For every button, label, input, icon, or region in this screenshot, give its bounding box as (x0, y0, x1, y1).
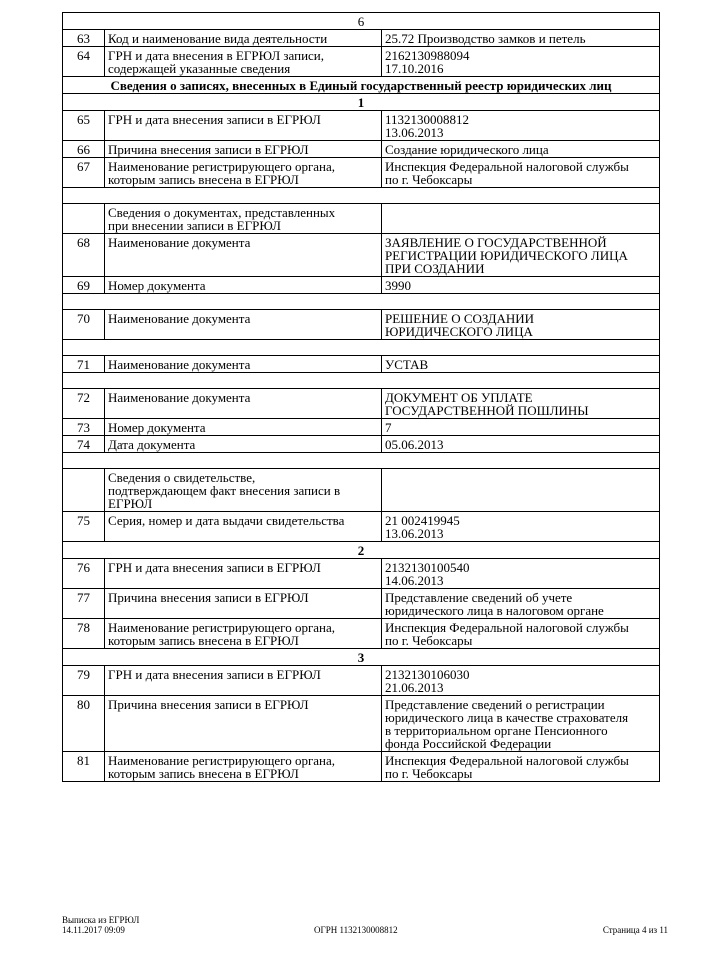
field-value-cell (382, 619, 660, 649)
field-value-line: ПРИ СОЗДАНИИ (385, 261, 485, 276)
row-number: 65 (63, 111, 105, 141)
footer-left (62, 915, 139, 935)
field-value-cell (382, 111, 660, 141)
field-name-cell (105, 141, 382, 158)
field-name-line: подтверждающем факт внесения записи в (108, 483, 341, 498)
row-number: 80 (63, 696, 105, 752)
field-name-cell (105, 559, 382, 589)
row-number: 70 (63, 310, 105, 340)
row-number: 63 (63, 30, 105, 47)
field-value-line: по г. Чебоксары (385, 172, 473, 187)
row-number: 71 (63, 356, 105, 373)
row-number: 69 (63, 277, 105, 294)
field-name-line: Код и наименование вида деятельности (108, 31, 328, 46)
field-name-cell (105, 589, 382, 619)
table-row (63, 469, 660, 512)
table-row (63, 589, 660, 619)
field-value-line: 25.72 Производство замков и петель (385, 31, 586, 46)
table-row (63, 696, 660, 752)
field-name-cell (105, 619, 382, 649)
field-value-line: 05.06.2013 (385, 437, 444, 452)
egrul-table (62, 12, 660, 782)
field-value-cell (382, 666, 660, 696)
row-number: 68 (63, 234, 105, 277)
row-number: 77 (63, 589, 105, 619)
field-name-cell (105, 752, 382, 782)
spacer-row (63, 340, 660, 356)
field-value-cell (382, 589, 660, 619)
row-number: 79 (63, 666, 105, 696)
field-name-line: Дата документа (108, 437, 196, 452)
field-value-cell (382, 277, 660, 294)
field-name-cell (105, 158, 382, 188)
egrul-extract-page (62, 12, 659, 782)
field-value-cell (382, 389, 660, 419)
field-value-cell (382, 559, 660, 589)
field-name-cell (105, 469, 382, 512)
field-value-line: юридического лица в налоговом органе (385, 603, 604, 618)
table-row (63, 419, 660, 436)
field-value-cell (382, 234, 660, 277)
field-name-line: ГРН и дата внесения записи в ЕГРЮЛ (108, 667, 321, 682)
field-value-cell (382, 436, 660, 453)
field-name-cell (105, 419, 382, 436)
spacer-row (63, 373, 660, 389)
row-number: 78 (63, 619, 105, 649)
field-value-line: Представление сведений об учете (385, 590, 573, 605)
table-row (63, 559, 660, 589)
field-value-line: 21.06.2013 (385, 680, 444, 695)
table-row (63, 512, 660, 542)
table-row (63, 619, 660, 649)
field-name-line: Номер документа (108, 278, 206, 293)
footer-timestamp: 14.11.2017 09:09 (62, 925, 125, 935)
footer-ogrn: ОГРН 1132130008812 (314, 925, 398, 935)
field-name-cell (105, 310, 382, 340)
table-row (63, 30, 660, 47)
field-name-cell (105, 666, 382, 696)
field-value-line: 2132130106030 (385, 667, 470, 682)
group-number: 2 (63, 542, 660, 559)
row-number: 76 (63, 559, 105, 589)
field-name-cell (105, 277, 382, 294)
field-name-line: которым запись внесена в ЕГРЮЛ (108, 172, 299, 187)
field-name-line: Наименование документа (108, 311, 251, 326)
field-value-cell (382, 356, 660, 373)
group-number: 3 (63, 649, 660, 666)
table-row (63, 310, 660, 340)
field-value-line: по г. Чебоксары (385, 633, 473, 648)
page-footer (62, 915, 668, 945)
field-value-cell (382, 512, 660, 542)
field-value-cell (382, 30, 660, 47)
field-value-cell (382, 696, 660, 752)
table-row (63, 141, 660, 158)
field-name-cell (105, 696, 382, 752)
field-name-line: Сведения о документах, представленных (108, 205, 336, 220)
spacer-row (63, 453, 660, 469)
table-row (63, 389, 660, 419)
field-name-cell (105, 512, 382, 542)
table-row (63, 111, 660, 141)
page-top-row (63, 13, 660, 30)
field-value-line: ГОСУДАРСТВЕННОЙ ПОШЛИНЫ (385, 403, 589, 418)
field-value-line: 2162130988094 (385, 48, 470, 63)
field-name-line: ГРН и дата внесения записи в ЕГРЮЛ (108, 560, 321, 575)
table-row (63, 356, 660, 373)
field-name-line: Наименование регистрирующего органа, (108, 159, 336, 174)
field-value-cell (382, 204, 660, 234)
field-name-line: Наименование регистрирующего органа, (108, 753, 336, 768)
field-value-line: 3990 (385, 278, 411, 293)
field-name-cell (105, 234, 382, 277)
spacer-row (63, 188, 660, 204)
spacer-row (63, 294, 660, 310)
field-value-line: ЗАЯВЛЕНИЕ О ГОСУДАРСТВЕННОЙ (385, 235, 607, 250)
field-value-cell (382, 752, 660, 782)
field-name-cell (105, 47, 382, 77)
field-name-line: Причина внесения записи в ЕГРЮЛ (108, 697, 309, 712)
group-number-row (63, 649, 660, 666)
table-row (63, 752, 660, 782)
field-name-line: Серия, номер и дата выдачи свидетельства (108, 513, 345, 528)
field-value-line: ЮРИДИЧЕСКОГО ЛИЦА (385, 324, 533, 339)
field-name-cell (105, 30, 382, 47)
field-value-cell (382, 141, 660, 158)
footer-page-counter: Страница 4 из 11 (602, 925, 668, 935)
egrul-table-body (63, 13, 660, 782)
field-value-cell (382, 158, 660, 188)
field-name-line: Причина внесения записи в ЕГРЮЛ (108, 590, 309, 605)
row-number (63, 204, 105, 234)
section-header-row (63, 77, 660, 94)
field-value-line: 1132130008812 (385, 112, 470, 127)
row-number (63, 469, 105, 512)
field-value-line: ДОКУМЕНТ ОБ УПЛАТЕ (385, 390, 533, 405)
field-name-line: Причина внесения записи в ЕГРЮЛ (108, 142, 309, 157)
field-value-line: 17.10.2016 (385, 61, 444, 76)
row-number: 64 (63, 47, 105, 77)
field-name-line: Наименование документа (108, 235, 251, 250)
field-value-cell (382, 469, 660, 512)
spacer-cell (63, 294, 660, 310)
row-number: 72 (63, 389, 105, 419)
field-name-line: содержащей указанные сведения (108, 61, 291, 76)
field-value-line: Инспекция Федеральной налоговой службы (385, 753, 629, 768)
field-value-line: 13.06.2013 (385, 526, 444, 541)
table-row (63, 158, 660, 188)
field-name-line: которым запись внесена в ЕГРЮЛ (108, 766, 299, 781)
field-name-line: ГРН и дата внесения записи в ЕГРЮЛ (108, 112, 321, 127)
field-value-line: 14.06.2013 (385, 573, 444, 588)
field-value-line: РЕШЕНИЕ О СОЗДАНИИ (385, 311, 535, 326)
field-value-cell (382, 419, 660, 436)
page-top-number: 6 (63, 13, 660, 30)
field-name-line: при внесении записи в ЕГРЮЛ (108, 218, 281, 233)
field-value-line: Создание юридического лица (385, 142, 549, 157)
spacer-cell (63, 373, 660, 389)
table-row (63, 436, 660, 453)
field-value-line: в территориальном органе Пенсионного (385, 723, 608, 738)
group-number: 1 (63, 94, 660, 111)
field-name-line: Сведения о свидетельстве, (108, 470, 256, 485)
group-number-row (63, 542, 660, 559)
table-row (63, 47, 660, 77)
section-title: Сведения о записях, внесенных в Единый государственный реестр юридических лиц (63, 77, 660, 94)
field-value-line: УСТАВ (385, 357, 429, 372)
row-number: 67 (63, 158, 105, 188)
field-value-line: Инспекция Федеральной налоговой службы (385, 620, 629, 635)
table-row (63, 277, 660, 294)
field-name-line: Наименование документа (108, 357, 251, 372)
field-value-line: по г. Чебоксары (385, 766, 473, 781)
field-value-line: фонда Российской Федерации (385, 736, 552, 751)
field-value-line: Инспекция Федеральной налоговой службы (385, 159, 629, 174)
footer-doc-title: Выписка из ЕГРЮЛ (62, 915, 140, 925)
row-number: 74 (63, 436, 105, 453)
row-number: 81 (63, 752, 105, 782)
table-row (63, 666, 660, 696)
field-name-line: которым запись внесена в ЕГРЮЛ (108, 633, 299, 648)
field-value-line: РЕГИСТРАЦИИ ЮРИДИЧЕСКОГО ЛИЦА (385, 248, 628, 263)
field-value-line: 13.06.2013 (385, 125, 444, 140)
field-name-line: ЕГРЮЛ (108, 496, 153, 511)
table-row (63, 204, 660, 234)
field-name-line: Номер документа (108, 420, 206, 435)
field-value-cell (382, 310, 660, 340)
field-value-cell (382, 47, 660, 77)
field-name-cell (105, 389, 382, 419)
field-name-cell (105, 436, 382, 453)
row-number: 75 (63, 512, 105, 542)
field-name-cell (105, 111, 382, 141)
spacer-cell (63, 453, 660, 469)
field-name-line: Наименование регистрирующего органа, (108, 620, 336, 635)
group-number-row (63, 94, 660, 111)
field-value-line: Представление сведений о регистрации (385, 697, 605, 712)
table-row (63, 234, 660, 277)
field-name-cell (105, 356, 382, 373)
field-name-line: Наименование документа (108, 390, 251, 405)
field-value-line: юридического лица в качестве страхователя (385, 710, 629, 725)
spacer-cell (63, 188, 660, 204)
row-number: 66 (63, 141, 105, 158)
field-value-line: 21 002419945 (385, 513, 460, 528)
field-value-line: 2132130100540 (385, 560, 470, 575)
field-name-line: ГРН и дата внесения в ЕГРЮЛ записи, (108, 48, 325, 63)
field-name-cell (105, 204, 382, 234)
field-value-line: 7 (385, 420, 392, 435)
spacer-cell (63, 340, 660, 356)
row-number: 73 (63, 419, 105, 436)
